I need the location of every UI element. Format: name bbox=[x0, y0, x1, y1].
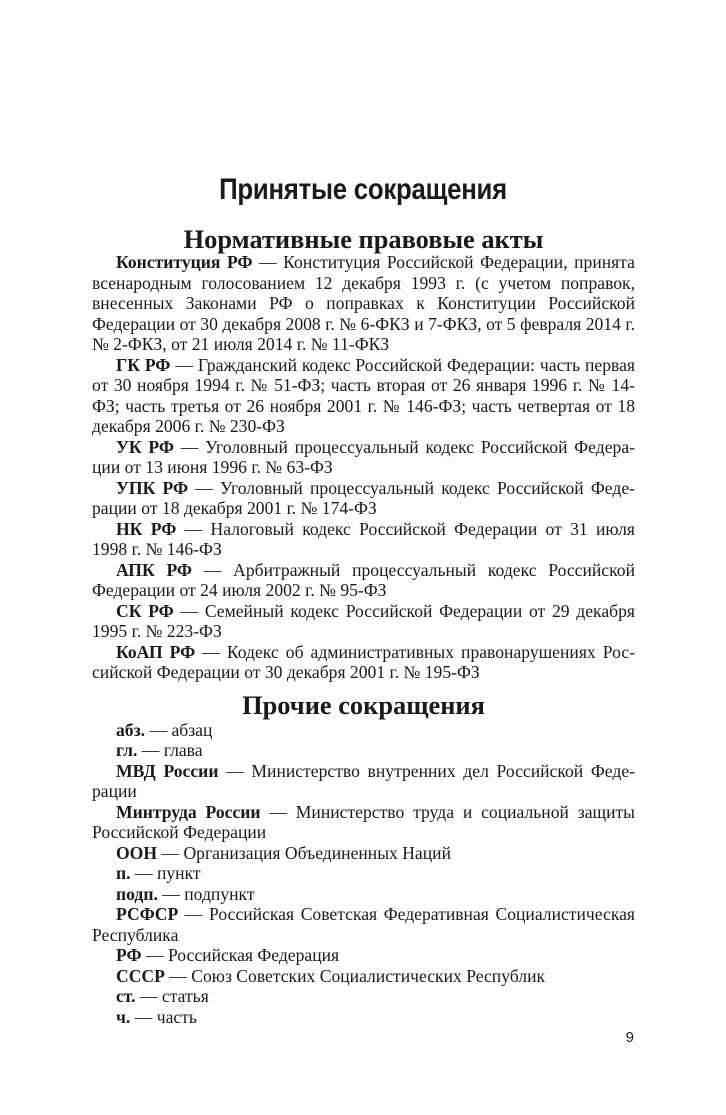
abbreviation-entry bbox=[92, 560, 635, 601]
abbreviation-entry bbox=[92, 642, 635, 683]
abbreviation-definition: — Семейный кодекс Российской Федерации от 29 декабря 1995 г. № 223-ФЗ bbox=[92, 600, 635, 641]
abbreviation-entry bbox=[92, 802, 635, 843]
abbreviation-definition: — Организация Объединенных Наций bbox=[157, 842, 451, 863]
abbreviation-entry bbox=[92, 437, 635, 478]
abbreviation-definition: — абзац bbox=[145, 719, 213, 740]
abbreviation-term: УК РФ bbox=[116, 436, 174, 457]
abbreviation-entry bbox=[92, 740, 635, 761]
abbreviation-definition: — Министерство труда и социальной защиты Российской Федерации bbox=[92, 801, 635, 842]
abbreviation-entry bbox=[92, 601, 635, 642]
abbreviation-entry bbox=[92, 478, 635, 519]
abbreviation-definition: — часть bbox=[130, 1006, 197, 1027]
abbreviation-term: ООН bbox=[116, 842, 158, 863]
abbreviation-entry bbox=[92, 252, 635, 355]
abbreviation-term: Конституция РФ bbox=[116, 252, 253, 272]
abbreviation-definition: — Российская Федерация bbox=[141, 945, 340, 965]
abbreviation-definition: — Союз Советских Социалистических Республик bbox=[164, 965, 546, 986]
abbreviation-entry bbox=[92, 1007, 635, 1028]
abbreviation-term: РСФСР bbox=[116, 904, 179, 924]
abbreviation-term: ГК РФ bbox=[116, 354, 171, 375]
abbreviation-term: НК РФ bbox=[116, 518, 177, 539]
section-heading: Нормативные правовые акты bbox=[183, 224, 544, 254]
abbreviation-entry bbox=[92, 355, 635, 437]
abbreviation-definition: — глава bbox=[137, 740, 203, 760]
abbreviation-term: ст. bbox=[116, 986, 136, 1006]
abbreviation-entry bbox=[92, 945, 635, 966]
abbreviation-entry bbox=[92, 904, 635, 945]
abbreviation-term: ч. bbox=[116, 1006, 131, 1027]
abbreviation-definition: — Уголовный процессуальный кодекс Российской Федерации от 13 июня 1996 г. № 63-ФЗ bbox=[92, 436, 635, 477]
abbreviation-definition: — пункт bbox=[130, 863, 201, 883]
abbreviation-term: абз. bbox=[116, 719, 146, 740]
abbreviation-definition: — Налоговый кодекс Российской Федерации от 31 июля 1998 г. № 146-ФЗ bbox=[92, 518, 635, 559]
abbreviation-term: СССР bbox=[116, 965, 165, 986]
abbreviation-entry bbox=[92, 720, 635, 741]
abbreviation-definition: — Кодекс об административных правонарушениях Российской Федерации от 30 декабря 2001 г. № 195-ФЗ bbox=[92, 641, 635, 682]
abbreviation-entry bbox=[92, 519, 635, 560]
abbreviation-entry bbox=[92, 843, 635, 864]
page-title: Принятые сокращения bbox=[219, 173, 507, 206]
abbreviation-term: УПК РФ bbox=[116, 477, 189, 498]
abbreviation-term: п. bbox=[116, 863, 131, 883]
abbreviation-term: АПК РФ bbox=[116, 559, 193, 580]
abbreviation-term: подп. bbox=[116, 883, 158, 904]
abbreviation-entry bbox=[92, 884, 635, 905]
abbreviation-definition: — Конституция Российской Федерации, принята всенародным голосованием 12 декабря 1993 г. (с учетом поправок, внесенных Законами РФ о поправках к Конституции Российской Федерации от 30 декабря 2008 г. № 6-ФКЗ и 7-ФКЗ, от 5 февраля 2014 г. № 2-ФКЗ, от 21 июля 2014 г. № 11-ФКЗ bbox=[92, 252, 635, 354]
abbreviation-term: РФ bbox=[116, 945, 142, 965]
abbreviation-term: МВД России bbox=[116, 760, 219, 781]
section-other-abbreviations bbox=[92, 689, 636, 1028]
abbreviation-entry bbox=[92, 986, 635, 1007]
abbreviation-definition: — Гражданский кодекс Российской Федерации: часть первая от 30 ноября 1994 г. № 51-ФЗ; часть вторая от 26 января 1996 г. № 14-ФЗ; часть третья от 26 ноября 2001 г. № 146-ФЗ; часть четвертая от 18 декабря 2006 г. № 230-ФЗ bbox=[92, 354, 635, 436]
abbreviation-term: Минтруда России bbox=[116, 801, 261, 822]
abbreviation-entry bbox=[92, 863, 635, 884]
abbreviations-content bbox=[92, 224, 636, 1027]
section-heading: Прочие сокращения bbox=[242, 689, 485, 720]
abbreviation-definition: — Российская Советская Федеративная Социалистическая Республика bbox=[92, 904, 635, 945]
abbreviation-term: СК РФ bbox=[116, 600, 174, 621]
abbreviation-definition: — Арбитражный процессуальный кодекс Российской Федерации от 24 июля 2002 г. № 95-ФЗ bbox=[92, 559, 635, 600]
abbreviation-definition: — статья bbox=[135, 986, 209, 1006]
abbreviation-entry bbox=[92, 966, 635, 987]
abbreviation-definition: — Уголовный процессуальный кодекс Российской Федерации от 18 декабря 2001 г. № 174-ФЗ bbox=[92, 477, 635, 518]
abbreviation-definition: — подпункт bbox=[157, 883, 255, 904]
abbreviation-term: гл. bbox=[116, 740, 138, 760]
page-number: 9 bbox=[625, 1029, 634, 1046]
section-legal-acts bbox=[92, 224, 635, 683]
abbreviation-definition: — Министерство внутренних дел Российской Федерации bbox=[92, 760, 636, 801]
abbreviation-entry bbox=[92, 761, 635, 802]
abbreviation-term: КоАП РФ bbox=[116, 641, 196, 662]
